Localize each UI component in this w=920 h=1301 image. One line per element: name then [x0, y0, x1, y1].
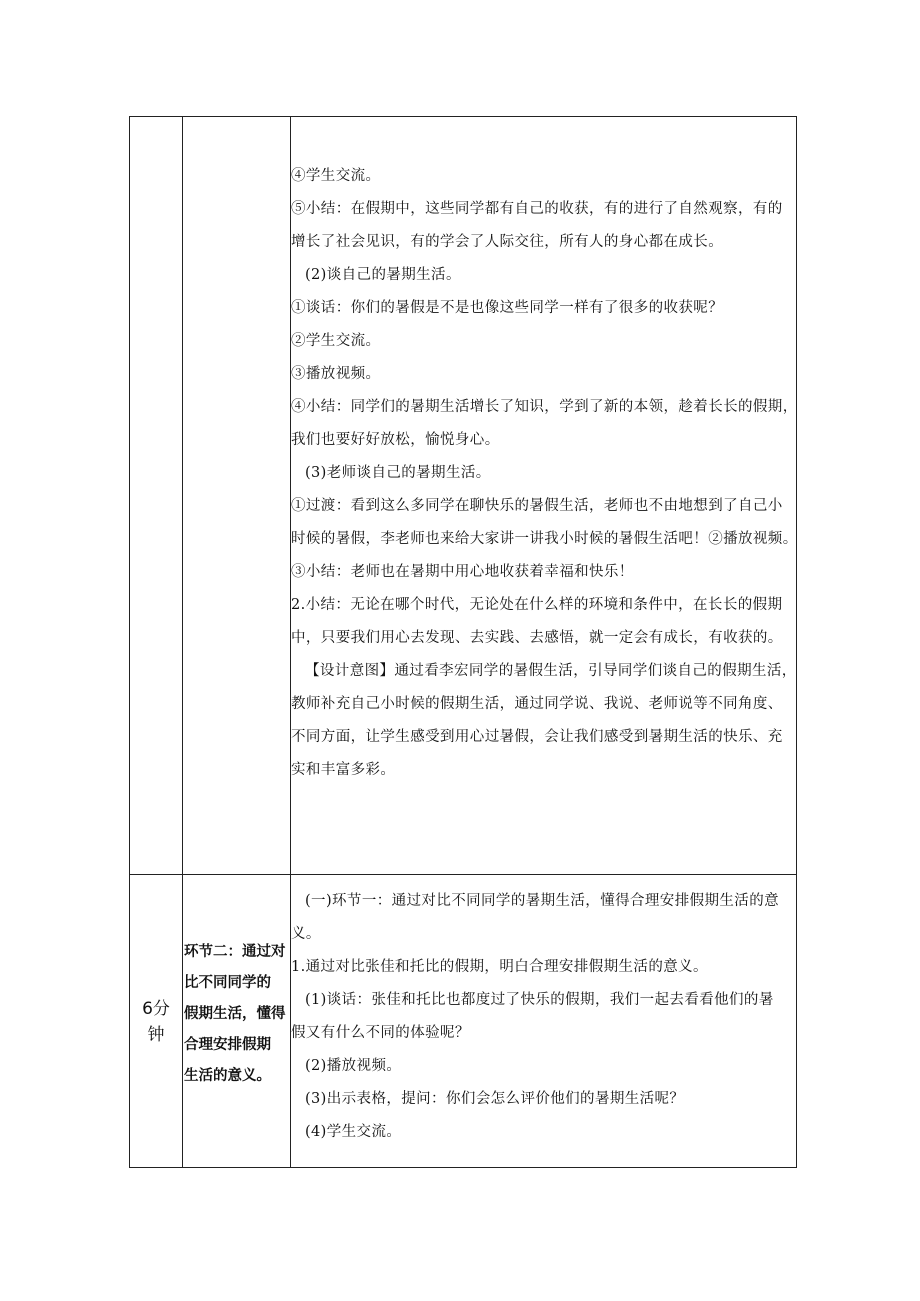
- text-line: (3)出示表格，提问：你们会怎么评价他们的暑期生活呢？: [305, 1091, 685, 1107]
- stage-cell: [184, 937, 290, 1092]
- text-line: ①过渡：看到这么多同学在聊快乐的暑假生活，老师也不由地想到了自己小: [291, 498, 783, 514]
- text-line: 实和丰富多彩。: [291, 762, 396, 778]
- text-line: (3)老师谈自己的暑期生活。: [305, 465, 491, 481]
- column-divider: [182, 117, 183, 1167]
- text-line: 2.小结：无论在哪个时代，无论处在什么样的环境和条件中，在长长的假期: [291, 597, 783, 613]
- time-cell: [130, 875, 182, 1168]
- stage-line: 合理安排假期: [184, 1037, 271, 1053]
- text-line: 教师补充自己小时候的假期生活，通过同学说、我说、老师说等不同角度、: [291, 696, 783, 712]
- text-line: (1)谈话：张佳和托比也都度过了快乐的假期，我们一起去看看他们的暑: [305, 992, 774, 1008]
- stage-line: 假期生活，懂得: [184, 1006, 286, 1022]
- text-line: 中，只要我们用心去发现、去实践、去感悟，就一定会有成长，有收获的。: [291, 630, 783, 646]
- time-label: 6分钟: [142, 998, 170, 1045]
- text-line: 义。: [291, 926, 321, 942]
- text-line: (一)环节一：通过对比不同同学的暑期生活，懂得合理安排假期生活的意: [305, 893, 780, 909]
- text-line: (2)播放视频。: [305, 1058, 402, 1074]
- text-line: ①谈话：你们的暑假是不是也像这些同学一样有了很多的收获呢？: [291, 300, 724, 316]
- design-intent-line: 【设计意图】通过看李宏同学的暑假生活，引导同学们谈自己的假期生活，: [305, 663, 797, 679]
- text-line: ③小结：老师也在暑期中用心地收获着幸福和快乐！: [291, 564, 634, 580]
- row1-content: [291, 160, 798, 787]
- text-line: ⑤小结：在假期中，这些同学都有自己的收获，有的进行了自然观察，有的: [291, 201, 783, 217]
- text-line: ④学生交流。: [291, 168, 381, 184]
- text-line: ③播放视频。: [291, 366, 381, 382]
- row2-content: [291, 885, 779, 1149]
- text-line: ④小结：同学们的暑期生活增长了知识，学到了新的本领，趁着长长的假期，: [291, 399, 798, 415]
- stage-line: 环节二：通过对: [184, 944, 286, 960]
- text-line: 时候的暑假，李老师也来给大家讲一讲我小时候的暑假生活吧！②播放视频。: [291, 531, 798, 547]
- text-line: (4)学生交流。: [305, 1124, 402, 1140]
- text-line: ②学生交流。: [291, 333, 381, 349]
- text-line: (2)谈自己的暑期生活。: [305, 267, 461, 283]
- text-line: 假又有什么不同的体验呢？: [291, 1025, 470, 1041]
- text-line: 增长了社会见识，有的学会了人际交往，所有人的身心都在成长。: [291, 234, 724, 250]
- text-line: 不同方面，让学生感受到用心过暑假，会让我们感受到暑期生活的快乐、充: [291, 729, 783, 745]
- text-line: 我们也要好好放松，愉悦身心。: [291, 432, 500, 448]
- lesson-plan-table: [129, 116, 797, 1168]
- stage-line: 比不同同学的: [184, 975, 271, 991]
- text-line: 1.通过对比张佳和托比的假期，明白合理安排假期生活的意义。: [291, 959, 708, 975]
- stage-line: 生活的意义。: [184, 1068, 271, 1084]
- row-divider: [130, 874, 796, 875]
